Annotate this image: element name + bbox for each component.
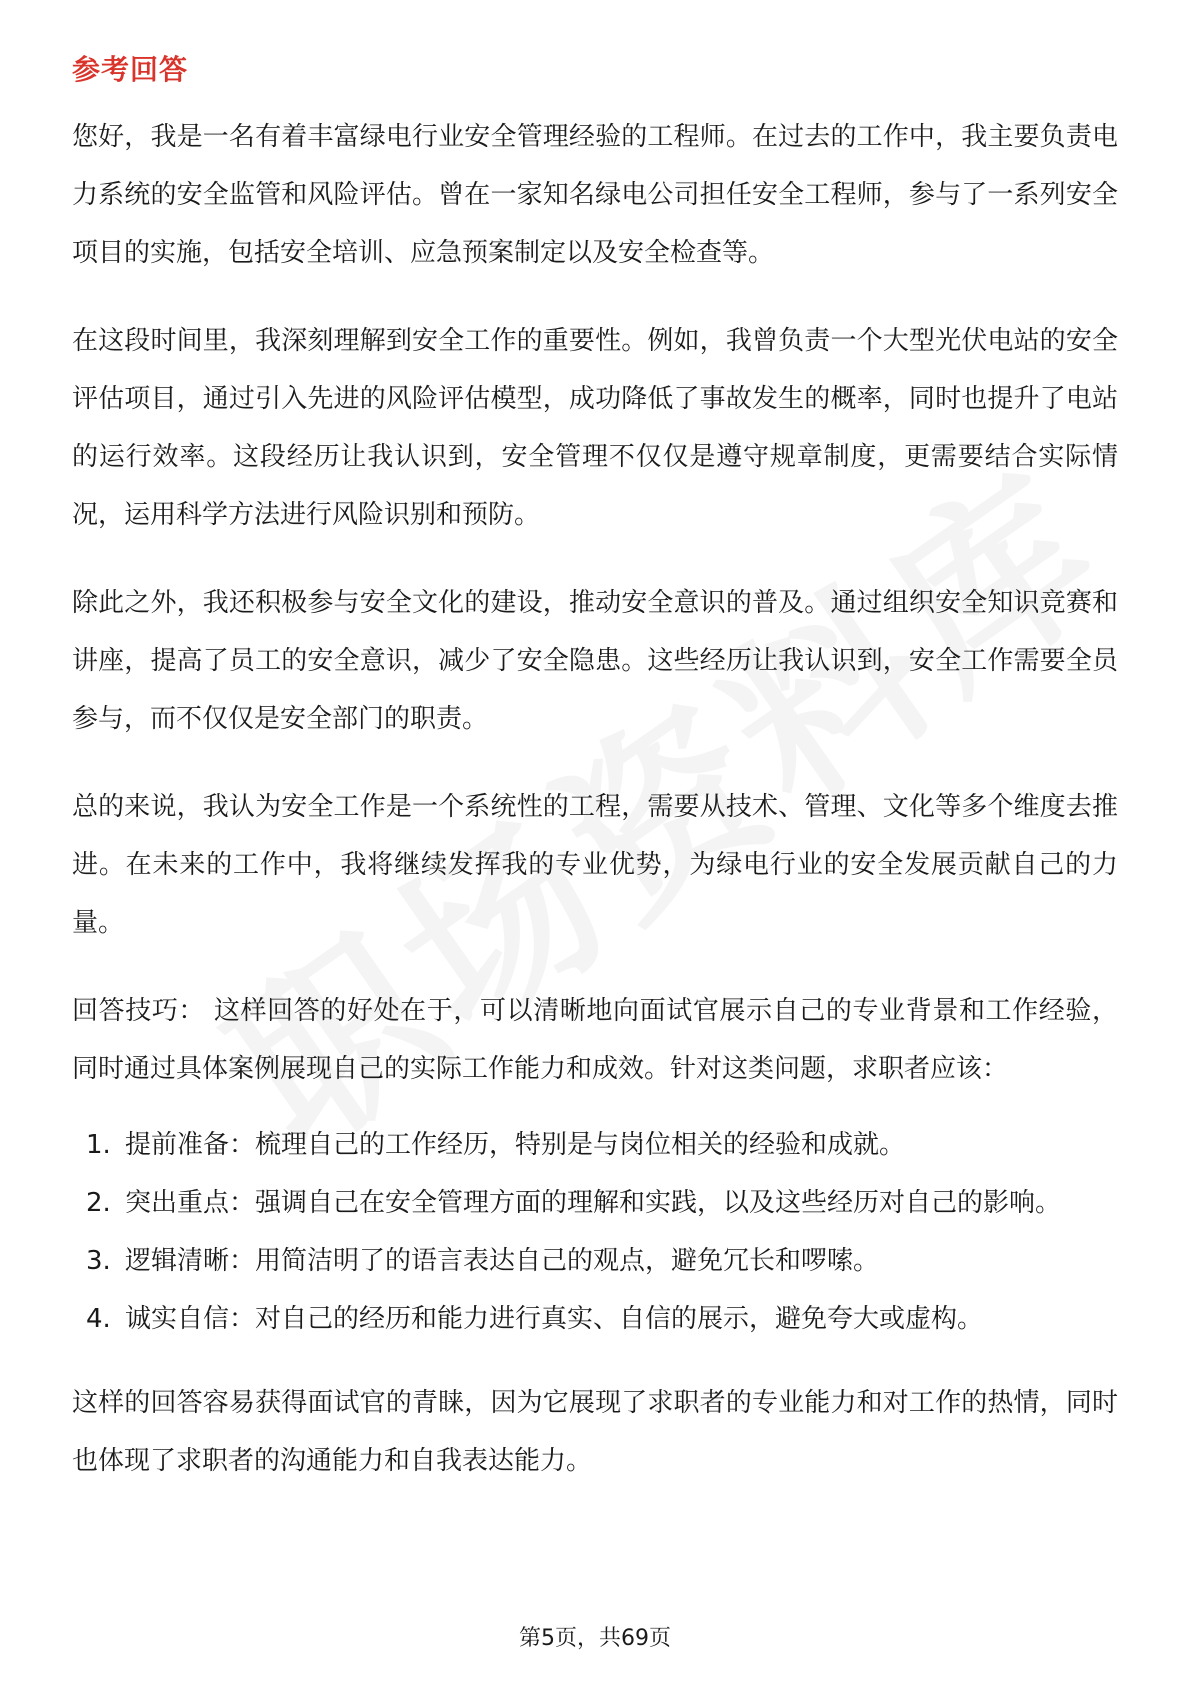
conclusion-paragraph: 这样的回答容易获得面试官的青睐，因为它展现了求职者的专业能力和对工作的热情，同时也体现了求职者的沟通能力和自我表达能力。 — [72, 1388, 1118, 1476]
answer-paragraph-4: 总的来说，我认为安全工作是一个系统性的工程，需要从技术、管理、文化等多个维度去推进。在未来的工作中，我将继续发挥我的专业优势，为绿电行业的安全发展贡献自己的力量。 — [72, 792, 1118, 938]
tip-number: 1. — [86, 1130, 111, 1160]
tip-text: 突出重点：强调自己在安全管理方面的理解和实践，以及这些经历对自己的影响。 — [125, 1188, 1062, 1218]
tip-text: 逻辑清晰：用简洁明了的语言表达自己的观点，避免冗长和啰嗦。 — [125, 1246, 880, 1276]
page-number-footer: 第5页，共69页 — [519, 1626, 671, 1651]
tip-item-1 — [72, 1116, 1118, 1174]
section-title: 参考回答 — [72, 53, 189, 86]
tip-item-4 — [72, 1290, 1118, 1348]
tip-number: 4. — [86, 1304, 111, 1334]
tips-intro: 回答技巧： 这样回答的好处在于，可以清晰地向面试官展示自己的专业背景和工作经验，同时通过具体案例展现自己的实际工作能力和成效。针对这类问题，求职者应该： — [72, 996, 1118, 1084]
answer-paragraph-2: 在这段时间里，我深刻理解到安全工作的重要性。例如，我曾负责一个大型光伏电站的安全评估项目，通过引入先进的风险评估模型，成功降低了事故发生的概率，同时也提升了电站的运行效率。这段经历让我认识到，安全管理不仅仅是遵守规章制度，更需要结合实际情况，运用科学方法进行风险识别和预防。 — [72, 326, 1118, 530]
tip-text: 提前准备：梳理自己的工作经历，特别是与岗位相关的经验和成就。 — [125, 1130, 906, 1160]
tip-item-3 — [72, 1232, 1118, 1290]
answer-paragraph-3: 除此之外，我还积极参与安全文化的建设，推动安全意识的普及。通过组织安全知识竞赛和讲座，提高了员工的安全意识，减少了安全隐患。这些经历让我认识到，安全工作需要全员参与，而不仅仅是安全部门的职责。 — [72, 588, 1118, 734]
tips-list — [72, 1116, 1118, 1348]
tip-text: 诚实自信：对自己的经历和能力进行真实、自信的展示，避免夸大或虚构。 — [125, 1304, 984, 1334]
answer-paragraph-1: 您好，我是一名有着丰富绿电行业安全管理经验的工程师。在过去的工作中，我主要负责电力系统的安全监管和风险评估。曾在一家知名绿电公司担任安全工程师，参与了一系列安全项目的实施，包括安全培训、应急预案制定以及安全检查等。 — [72, 122, 1118, 268]
tip-number: 3. — [86, 1246, 111, 1276]
tip-item-2 — [72, 1174, 1118, 1232]
tip-number: 2. — [86, 1188, 111, 1218]
document-page — [72, 48, 1118, 1520]
